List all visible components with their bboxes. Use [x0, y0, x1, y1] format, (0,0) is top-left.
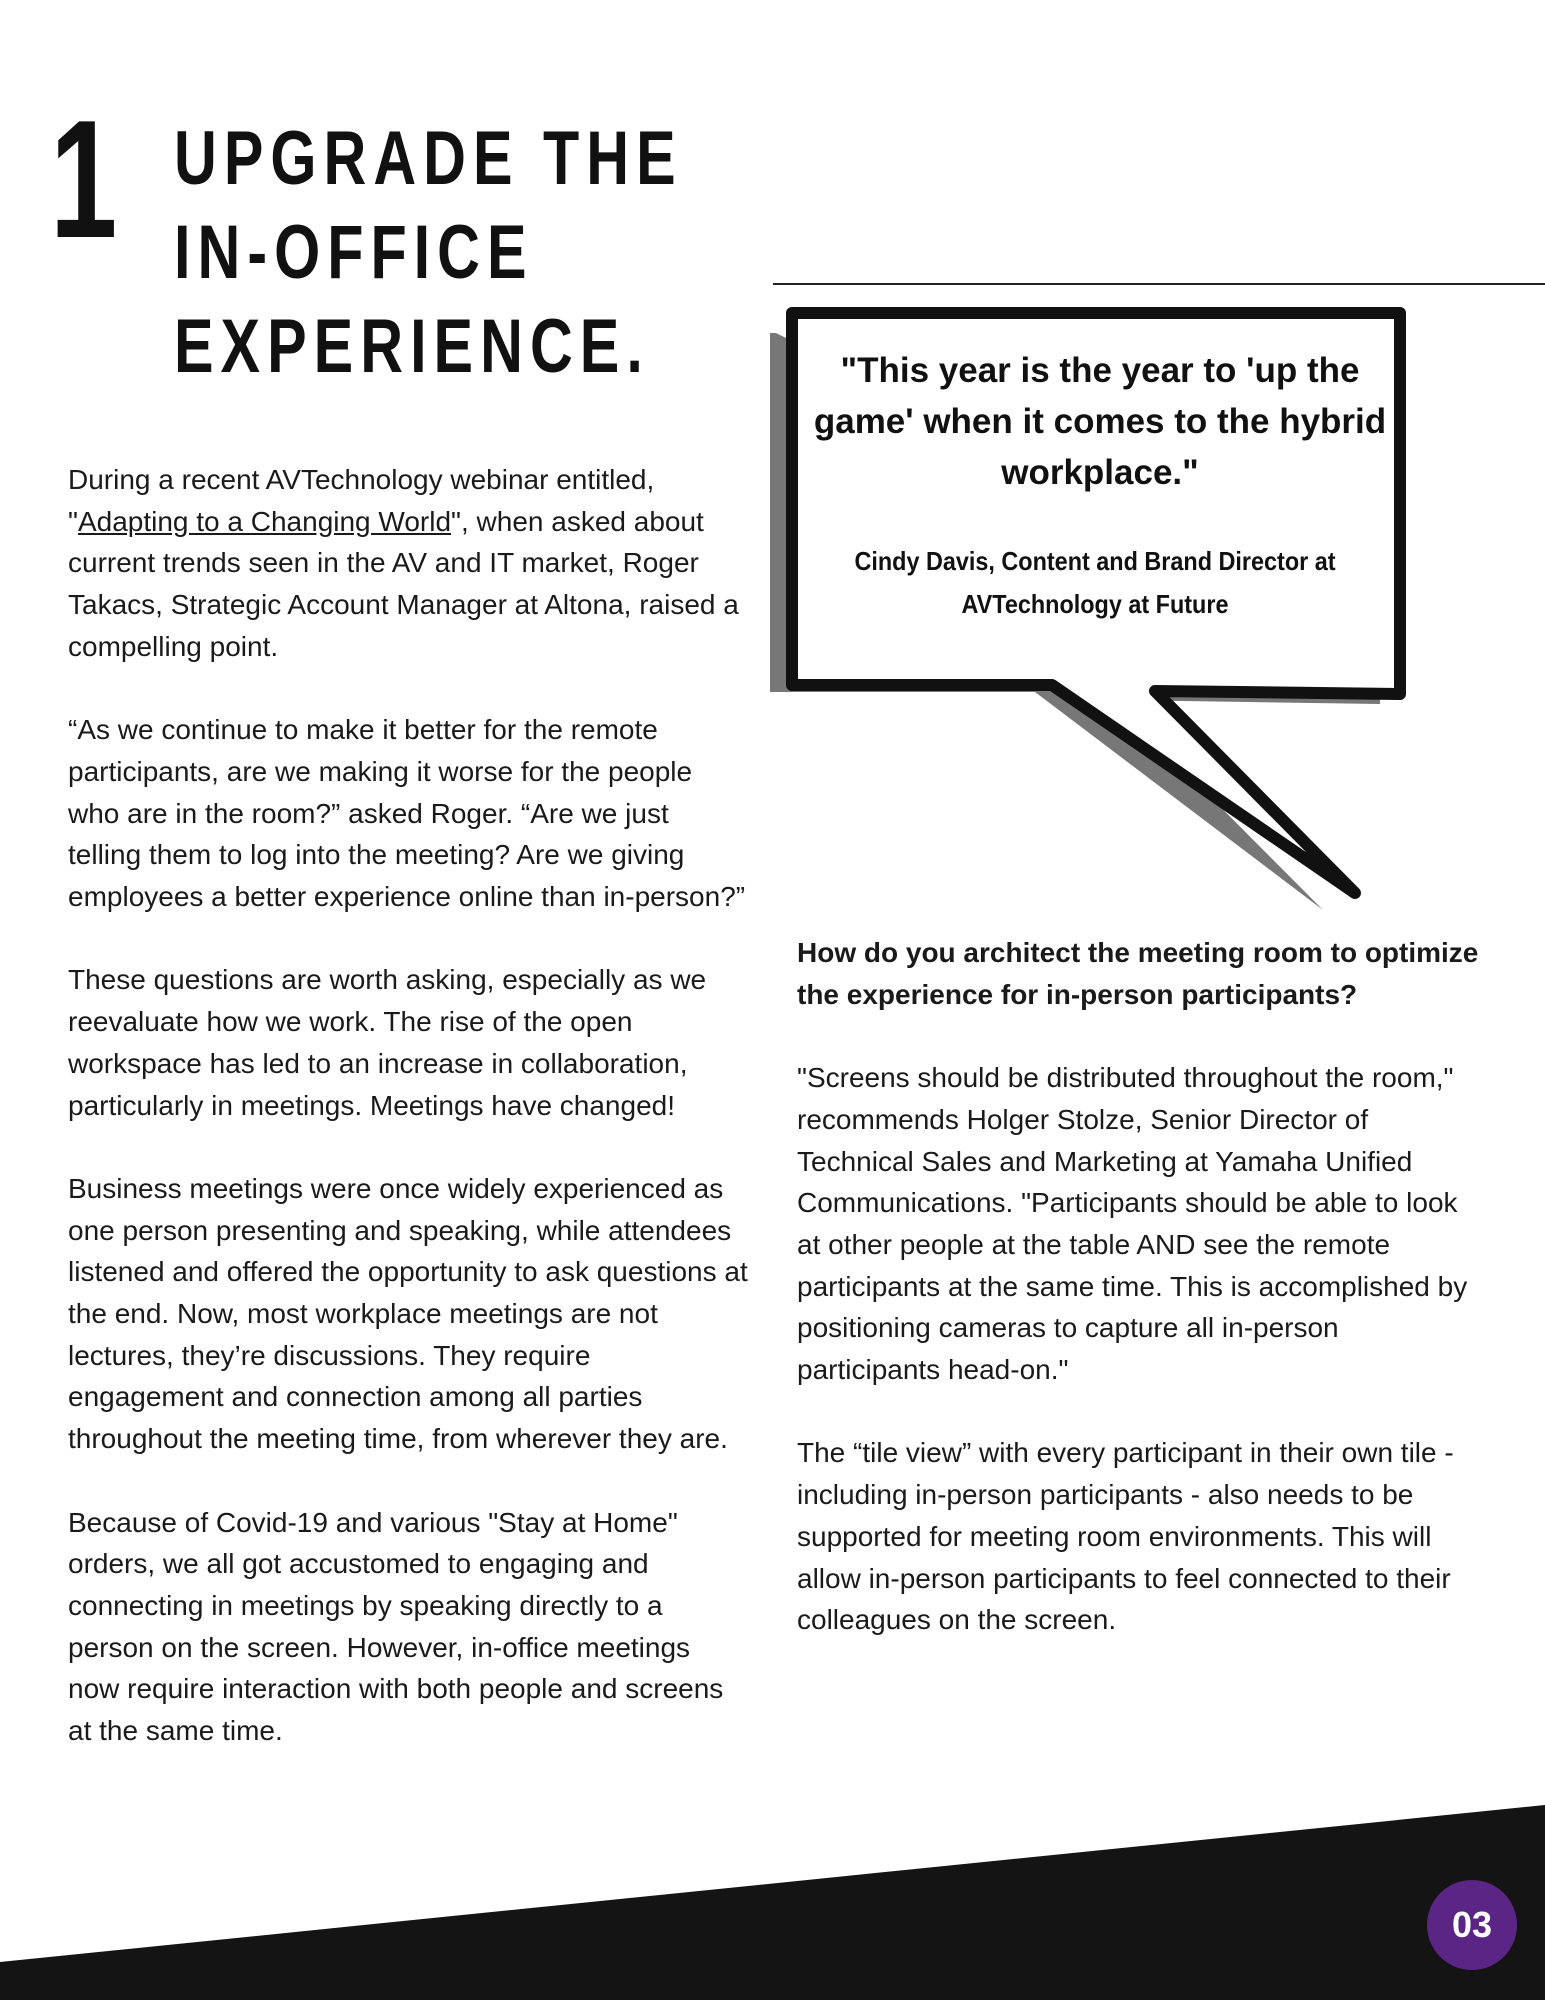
left-column	[68, 459, 748, 1793]
quote-attribution: Cindy Davis, Content and Brand Director at AVTechnology at Future	[854, 546, 1336, 619]
footer-band	[0, 1800, 1545, 2000]
webinar-link[interactable]: Adapting to a Changing World	[77, 505, 452, 537]
intro-text-end: ", when asked about current trends seen in the AV and IT market, Roger Takacs, Strategic Account Manager at Altona, raised a compelling point.	[68, 505, 739, 662]
divider-line	[773, 283, 1545, 285]
roger-quote-paragraph: “As we continue to make it better for the remote participants, are we making it worse for the people who are in the room?” asked Roger. “Are we just telling them to log into the meeting? Are we giving employees a better experience online than in-person?”	[68, 714, 746, 913]
right-column	[797, 932, 1487, 1683]
pull-quote: "This year is the year to 'up the game' when it comes to the hybrid workplace."	[813, 351, 1387, 492]
title-line-3: EXPERIENCE.	[174, 304, 650, 389]
title-line-2: IN-OFFICE	[174, 210, 534, 295]
page-title	[174, 112, 683, 394]
tile-view-paragraph: The “tile view” with every participant in their own tile - including in-person participants - also needs to be supported for meeting room environments. This will allow in-person participants to feel connected to their colleagues on the screen.	[797, 1437, 1454, 1636]
section-question: How do you architect the meeting room to optimize the experience for in-person participants?	[797, 937, 1479, 1010]
questions-paragraph: These questions are worth asking, especially as we reevaluate how we work. The rise of the open workspace has led to an increase in collaboration, particularly in meetings. Meetings have changed!	[68, 964, 707, 1121]
intro-text-start: During a recent AVTechnology webinar entitled, "	[68, 464, 655, 537]
intro-paragraph	[68, 459, 748, 668]
section-number: 1	[50, 85, 115, 273]
meetings-paragraph: Business meetings were once widely experienced as one person presenting and speaking, while attendees listened and offered the opportunity to ask questions at the end. Now, most workplace meetings are not lectures, they’re discussions. They require engagement and connection among all parties throughout the meeting time, from wherever they are.	[68, 1172, 748, 1455]
page-number-badge: 03	[1427, 1880, 1517, 1970]
screens-paragraph: "Screens should be distributed throughout the room," recommends Holger Stolze, Senior Director of Technical Sales and Marketing at Yamaha Unified Communications. "Participants should be able to look at other people at the table AND see the remote participants at the same time. This is accomplished by positioning cameras to capture all in-person participants head-on."	[797, 1062, 1468, 1386]
title-line-1: UPGRADE THE	[174, 116, 683, 201]
covid-paragraph: Because of Covid-19 and various "Stay at Home" orders, we all got accustomed to engaging and connecting in meetings by speaking directly to a person on the screen. However, in-office meetings now require interaction with both people and screens at the same time.	[68, 1506, 724, 1747]
